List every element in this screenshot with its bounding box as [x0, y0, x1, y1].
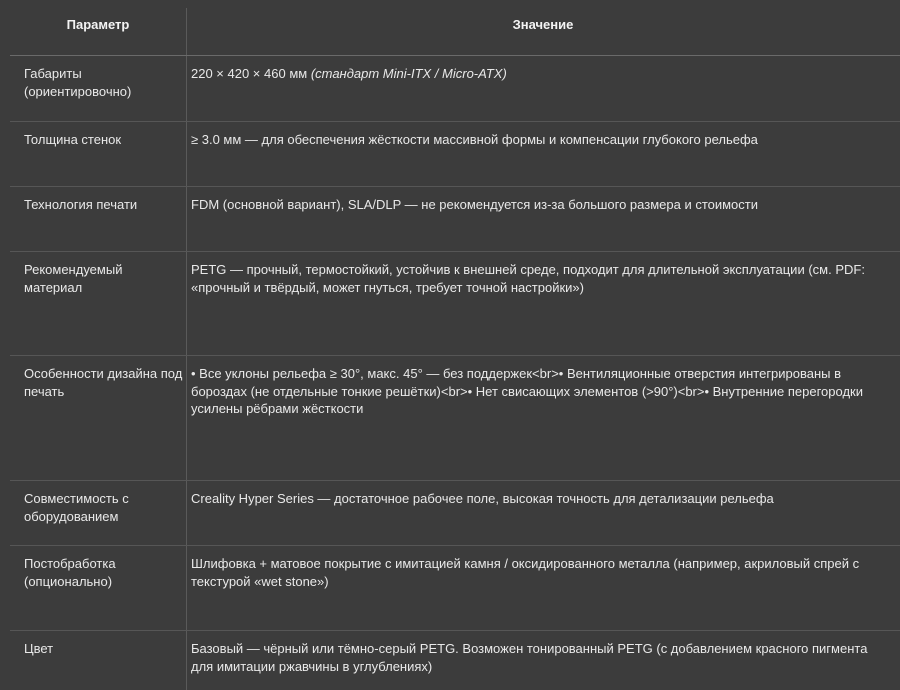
table-row	[10, 356, 900, 481]
header-value: Значение	[512, 17, 574, 32]
row-value: ≥ 3.0 мм — для обеспечения жёсткости массивной формы и компенсации глубокого рельефа	[191, 132, 758, 147]
table-header-row	[10, 0, 900, 56]
table-row	[10, 546, 900, 631]
row-parameter: Технология печати	[24, 197, 138, 212]
table-row	[10, 122, 900, 187]
row-parameter: Постобработка (опционально)	[24, 556, 116, 589]
row-value-text: 220 × 420 × 460 мм	[191, 66, 311, 81]
row-value: • Все уклоны рельефа ≥ 30°, макс. 45° — без поддержек<br>• Вентиляционные отверстия интегрированы в бороздах (не отдельные тонкие решётки)<br>• Нет свисающих элементов (>90°)<br>• Внутренние перегородки усилены рёбрами жёсткости	[191, 366, 863, 416]
row-parameter: Толщина стенок	[24, 132, 122, 147]
row-value: Базовый — чёрный или тёмно-серый PETG. Возможен тонированный PETG (с добавлением красного пигмента для имитации ржавчины в углублениях)	[191, 641, 868, 674]
row-parameter: Особенности дизайна под печать	[24, 366, 183, 399]
row-parameter: Цвет	[24, 641, 54, 656]
row-value: Шлифовка + матовое покрытие с имитацией камня / оксидированного металла (например, акриловый спрей с текстурой «wet stone»)	[191, 556, 860, 589]
table-row	[10, 481, 900, 546]
table-row	[10, 631, 900, 690]
row-parameter: Габариты (ориентировочно)	[24, 66, 132, 99]
row-value: PETG — прочный, термостойкий, устойчив к внешней среде, подходит для длительной эксплуатации (см. PDF: «прочный и твёрдый, может гнуться, требует точной настройки»)	[191, 262, 865, 295]
table-row	[10, 252, 900, 356]
header-parameter: Параметр	[66, 17, 130, 32]
row-value: FDM (основной вариант), SLA/DLP — не рекомендуется из-за большого размера и стоимости	[191, 197, 759, 212]
table-row	[10, 56, 900, 122]
row-value	[191, 65, 891, 83]
row-value-emphasis: (стандарт Mini-ITX / Micro-ATX)	[310, 66, 507, 81]
row-value: Creality Hyper Series — достаточное рабочее поле, высокая точность для детализации рельефа	[191, 491, 774, 506]
table-row	[10, 187, 900, 252]
row-parameter: Совместимость с оборудованием	[24, 491, 129, 524]
row-parameter: Рекомендуемый материал	[24, 262, 123, 295]
